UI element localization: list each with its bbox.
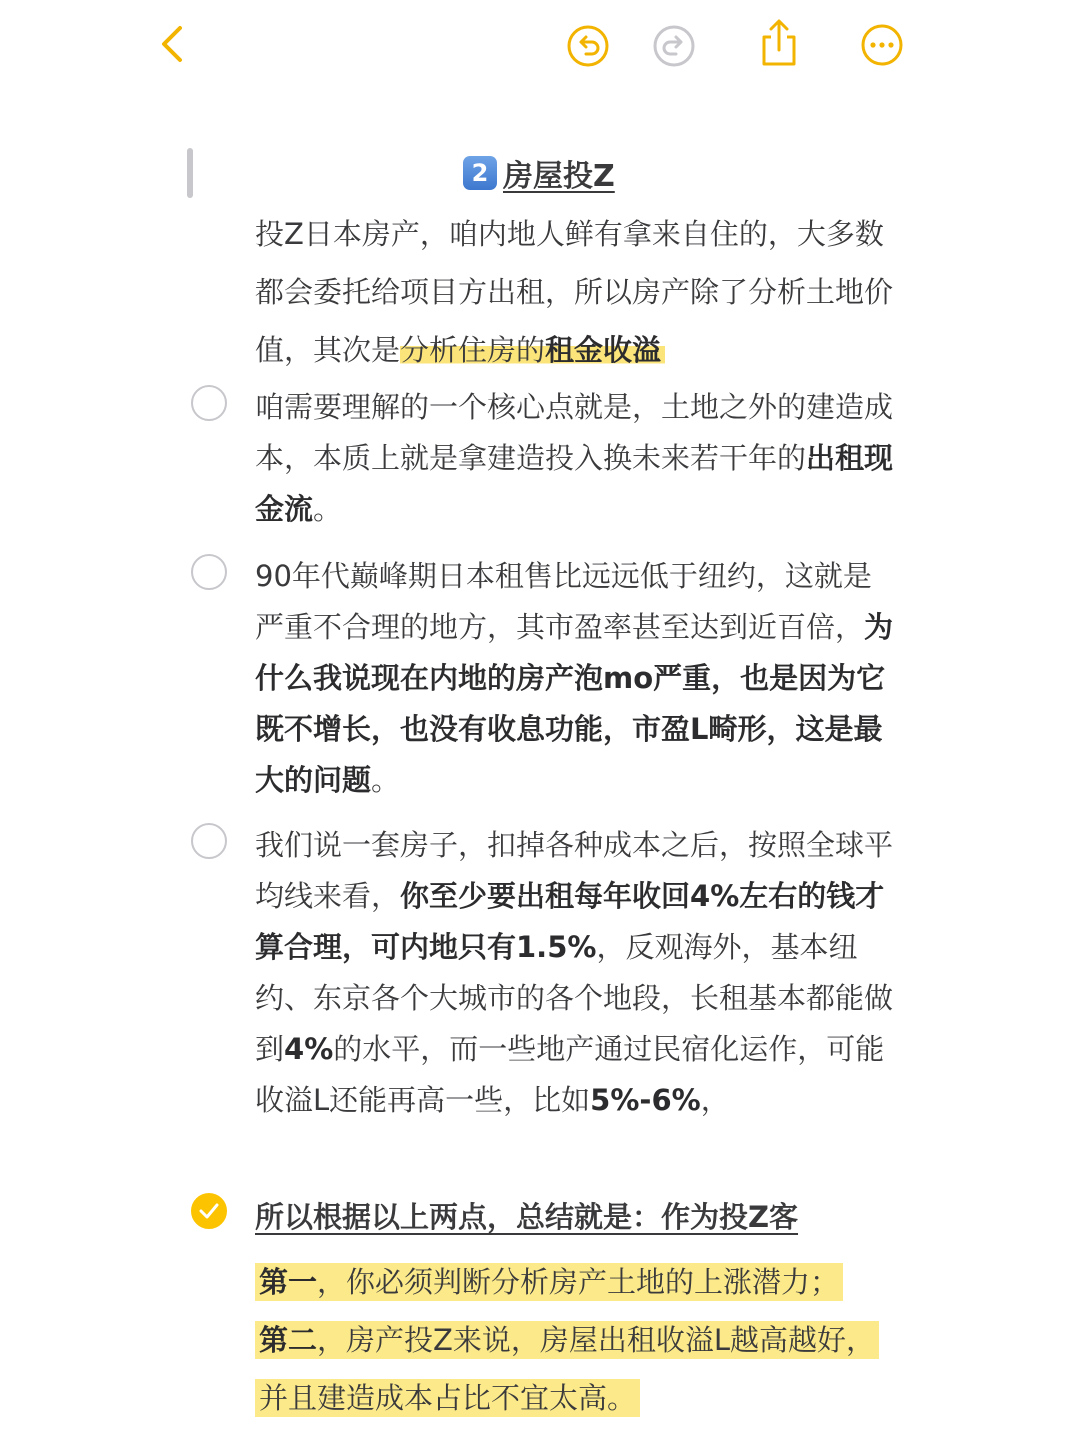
number-2-icon: 2 bbox=[463, 156, 497, 190]
point-text: ，房产投Z来说，房屋出租收溢L越高越好，并且建造成本占比不宜太高。 bbox=[259, 1323, 876, 1415]
checkbox-item-2[interactable] bbox=[191, 554, 227, 590]
item-bold-text: 5%-6% bbox=[590, 1083, 701, 1117]
checklist-item-2 bbox=[255, 551, 895, 806]
summary-points bbox=[255, 1253, 895, 1427]
item-text: 。 bbox=[371, 763, 401, 797]
share-icon bbox=[758, 18, 800, 68]
checkbox-item-4-checked[interactable] bbox=[191, 1193, 227, 1229]
checklist-item-1 bbox=[255, 382, 895, 535]
more-button[interactable] bbox=[860, 23, 904, 67]
item-bold-text: 出租现金流 bbox=[255, 441, 894, 526]
highlight-bold-text: 租金收溢 bbox=[545, 333, 662, 367]
undo-icon bbox=[566, 24, 610, 68]
section-heading bbox=[463, 153, 615, 193]
item-bold-text: 你至少要出租每年收回4%左右的钱才算合理，可内地只有1.5% bbox=[255, 879, 885, 964]
item-text: ，反观海外，基本纽约、东京各个大城市的各个地段，长租基本都能做到 bbox=[255, 930, 894, 1066]
more-icon bbox=[860, 23, 904, 67]
point-text: ，你必须判断分析房产土地的上涨潜力； bbox=[317, 1265, 840, 1299]
point-label: 第二 bbox=[259, 1323, 318, 1357]
section-title: 房屋投Z bbox=[503, 159, 615, 194]
item-text: 。 bbox=[313, 492, 343, 526]
summary-heading: 所以根据以上两点，总结就是：作为投Z客 bbox=[255, 1200, 799, 1234]
back-button[interactable] bbox=[156, 24, 188, 64]
item-text: 90年代巅峰期日本租售比远远低于纽约，这就是严重不合理的地方，其市盈率甚至达到近百倍， bbox=[255, 559, 872, 644]
item-bold-text: 为什么我说现在内地的房产泡mo严重，也是因为它既不增长，也没有收息功能，市盈L畸形，这是最大的问题 bbox=[255, 610, 894, 797]
redo-button[interactable] bbox=[652, 24, 696, 68]
redo-icon bbox=[652, 24, 696, 68]
rent-yield-highlight bbox=[400, 333, 665, 367]
summary-point-2 bbox=[255, 1321, 879, 1417]
top-toolbar bbox=[0, 0, 1080, 90]
checkbox-item-3[interactable] bbox=[191, 823, 227, 859]
checkbox-item-1[interactable] bbox=[191, 385, 227, 421]
item-bold-text: 4% bbox=[284, 1032, 334, 1066]
point-label: 第一 bbox=[259, 1265, 318, 1299]
scroll-indicator[interactable] bbox=[187, 148, 193, 198]
share-button[interactable] bbox=[758, 18, 800, 68]
summary-point-1 bbox=[255, 1263, 843, 1301]
highlight-text: 分析住房的 bbox=[400, 333, 546, 367]
undo-button[interactable] bbox=[566, 24, 610, 68]
checklist-item-3 bbox=[255, 820, 895, 1126]
checkmark-icon bbox=[199, 1202, 219, 1220]
item-text: 我们说一套房子，扣掉各种成本之后，按照全球平均线来看， bbox=[255, 828, 894, 913]
item-text: 咱需要理解的一个核心点就是，土地之外的建造成本，本质上就是拿建造投入换未来若干年的 bbox=[255, 390, 894, 475]
intro-paragraph bbox=[255, 205, 895, 379]
item-text: ， bbox=[700, 1083, 730, 1117]
item-text: 的水平，而一些地产通过民宿化运作，可能收溢L还能再高一些，比如 bbox=[255, 1032, 885, 1117]
chevron-left-icon bbox=[156, 24, 188, 64]
intro-text: 投Z日本房产，咱内地人鲜有拿来自住的，大多数都会委托给项目方出租，所以房产除了分析土地价值，其次是 bbox=[255, 217, 894, 367]
